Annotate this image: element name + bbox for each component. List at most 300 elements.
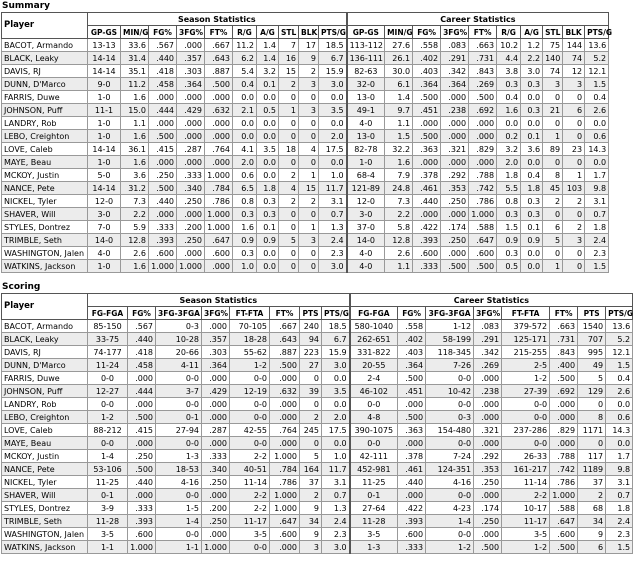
career-stat-cell: .403 — [398, 346, 426, 359]
player-name: LOVE, Caleb — [2, 424, 88, 437]
career-stat-cell: .786 — [469, 195, 497, 208]
table-row — [2, 437, 633, 450]
season-stat-cell: .250 — [202, 476, 230, 489]
table-row — [2, 372, 633, 385]
season-stat-cell: 14-14 — [88, 65, 121, 78]
season-stat-cell: 0 — [279, 221, 299, 234]
season-stat-cell: .000 — [202, 398, 230, 411]
season-stat-cell: .500 — [270, 359, 300, 372]
season-stat-cell: 18 — [279, 143, 299, 156]
career-stat-cell: 1.7 — [606, 450, 633, 463]
season-stat-cell: 1.000 — [177, 260, 205, 273]
career-stat-cell: 6.1 — [385, 78, 413, 91]
season-stat-cell: .000 — [177, 91, 205, 104]
career-stat-cell: .353 — [474, 463, 502, 476]
season-stat-cell: 4.1 — [233, 143, 257, 156]
table-row — [2, 182, 609, 195]
season-stat-cell: 0.7 — [319, 208, 347, 221]
season-stat-cell: 70-105 — [230, 320, 270, 333]
season-stat-cell: 17.5 — [319, 143, 347, 156]
career-stat-cell: 124-351 — [426, 463, 474, 476]
season-stat-cell: 12-19 — [230, 385, 270, 398]
season-stat-cell: 0.0 — [257, 117, 279, 130]
player-name: BACOT, Armando — [2, 39, 88, 52]
season-stat-cell: .458 — [128, 359, 156, 372]
career-stat-cell: .000 — [398, 437, 426, 450]
career-stat-cell: 0.3 — [521, 104, 543, 117]
career-stat-cell: .292 — [441, 169, 469, 182]
player-name: LOVE, Caleb — [2, 143, 88, 156]
career-stat-cell: 118-345 — [426, 346, 474, 359]
season-stat-cell: 4-11 — [156, 359, 202, 372]
season-stat-cell: 3.2 — [257, 65, 279, 78]
season-stat-cell: 3 — [299, 104, 319, 117]
career-stat-cell: .500 — [398, 372, 426, 385]
season-stat-cell: 2.2 — [121, 208, 149, 221]
season-stat-cell: .429 — [177, 104, 205, 117]
player-name: WASHINGTON, Jalen — [2, 247, 88, 260]
season-stat-cell: 9-0 — [88, 78, 121, 91]
season-stat-cell: 9 — [299, 52, 319, 65]
career-stat-cell: .663 — [469, 39, 497, 52]
career-stat-cell: .238 — [474, 385, 502, 398]
season-stat-cell: 0 — [300, 372, 322, 385]
season-stat-cell: .000 — [177, 156, 205, 169]
career-stat-cell: 2.4 — [606, 515, 633, 528]
career-stat-cell: 0.0 — [497, 117, 521, 130]
career-stat-cell: 3-5 — [502, 528, 550, 541]
career-stat-cell: 1.5 — [585, 78, 609, 91]
career-stat-cell: 0 — [563, 130, 585, 143]
player-name: DAVIS, RJ — [2, 65, 88, 78]
table-row — [2, 476, 633, 489]
season-stat-cell: .000 — [202, 489, 230, 502]
career-stat-cell: 1-4 — [426, 515, 474, 528]
career-stat-cell: .558 — [413, 39, 441, 52]
career-stat-cell: 0 — [563, 117, 585, 130]
season-stat-cell: .567 — [149, 39, 177, 52]
season-stat-cell: 20-66 — [156, 346, 202, 359]
season-stat-cell: 0.0 — [257, 169, 279, 182]
career-stat-cell: .500 — [469, 260, 497, 273]
career-stat-cell: .250 — [441, 195, 469, 208]
season-stat-cell: 1.000 — [149, 260, 177, 273]
table-row — [2, 450, 633, 463]
career-stat-cell: 0-0 — [426, 372, 474, 385]
career-stat-cell: 89 — [543, 143, 563, 156]
career-stat-cell: .402 — [413, 52, 441, 65]
career-stat-cell: 0-0 — [502, 398, 550, 411]
season-stat-cell: .418 — [149, 65, 177, 78]
season-stat-cell: 0.7 — [322, 489, 350, 502]
table-row — [2, 320, 633, 333]
season-stat-cell: 0 — [299, 260, 319, 273]
season-stat-cell: 0.0 — [322, 437, 350, 450]
career-stat-cell: 2.3 — [585, 247, 609, 260]
season-stat-cell: 0.3 — [257, 208, 279, 221]
career-stat-cell: .843 — [469, 65, 497, 78]
season-stat-cell: 0.0 — [319, 91, 347, 104]
scoring-season-col-header: 3FG-3FGA — [156, 307, 202, 320]
season-stat-cell: 1.8 — [257, 182, 279, 195]
career-stat-cell: 6 — [543, 221, 563, 234]
season-stat-cell: 39 — [300, 385, 322, 398]
season-stat-cell: 0-0 — [88, 372, 128, 385]
scoring-career-col-header: PTS — [578, 307, 606, 320]
career-stat-cell: 12.8 — [385, 234, 413, 247]
career-stat-cell: 26.1 — [385, 52, 413, 65]
season-stat-cell: .000 — [202, 528, 230, 541]
season-stat-cell: 0-0 — [88, 437, 128, 450]
season-stat-cell: .667 — [205, 39, 233, 52]
career-stat-cell: 13-0 — [347, 130, 385, 143]
season-stat-cell: 55-62 — [230, 346, 270, 359]
career-stat-cell: .353 — [441, 182, 469, 195]
career-stat-cell: 0 — [563, 91, 585, 104]
player-name: LEBO, Creighton — [2, 130, 88, 143]
career-stat-cell: 11-28 — [350, 515, 398, 528]
season-stat-cell: .393 — [149, 234, 177, 247]
career-stat-cell: 49-1 — [347, 104, 385, 117]
season-stat-cell: 1.0 — [319, 169, 347, 182]
career-stat-cell: 14.3 — [585, 143, 609, 156]
career-stat-cell: .692 — [550, 385, 578, 398]
season-stat-cell: 31.4 — [121, 52, 149, 65]
season-stat-cell: 1-5 — [156, 502, 202, 515]
career-stat-cell: .451 — [398, 385, 426, 398]
season-stat-cell: 0-0 — [230, 372, 270, 385]
season-stat-cell: .200 — [202, 502, 230, 515]
career-stat-cell: 331-822 — [350, 346, 398, 359]
career-stat-cell: 2 — [563, 195, 585, 208]
career-stat-cell: 0.1 — [521, 221, 543, 234]
career-stat-cell: 37-0 — [347, 221, 385, 234]
career-stat-cell: .363 — [398, 424, 426, 437]
summary-season-col-header: A/G — [257, 26, 279, 39]
table-row — [2, 78, 609, 91]
season-stat-cell: .000 — [270, 437, 300, 450]
season-stat-cell: 1 — [279, 104, 299, 117]
career-stat-cell: 0.5 — [497, 260, 521, 273]
season-stat-cell: 11-24 — [88, 359, 128, 372]
player-name: DUNN, D'Marco — [2, 359, 88, 372]
season-stat-cell: 1-2 — [88, 411, 128, 424]
player-name: DAVIS, RJ — [2, 346, 88, 359]
scoring-career-col-header: FT-FTA — [502, 307, 550, 320]
season-stat-cell: 33.6 — [121, 39, 149, 52]
season-stat-cell: 2.3 — [319, 247, 347, 260]
career-stat-cell: 2 — [578, 489, 606, 502]
career-stat-cell: 2-5 — [502, 359, 550, 372]
season-stat-cell: .333 — [202, 450, 230, 463]
season-stat-cell: 31.2 — [121, 182, 149, 195]
season-stat-cell: 4-16 — [156, 476, 202, 489]
career-stat-cell: .500 — [413, 130, 441, 143]
career-stat-cell: 136-111 — [347, 52, 385, 65]
season-stat-cell: .632 — [270, 385, 300, 398]
career-stat-cell: 0-1 — [350, 489, 398, 502]
career-stat-cell: 12.1 — [606, 346, 633, 359]
season-stat-cell: .632 — [205, 104, 233, 117]
player-name: NANCE, Pete — [2, 182, 88, 195]
career-stat-cell: .788 — [469, 169, 497, 182]
season-stat-cell: 10-28 — [156, 333, 202, 346]
career-stat-cell: .500 — [474, 541, 502, 554]
career-stat-cell: 3-0 — [347, 208, 385, 221]
summary-season-col-header: PTS/G — [319, 26, 347, 39]
season-stat-cell: 34 — [300, 515, 322, 528]
career-stat-cell: 9 — [578, 528, 606, 541]
season-stat-cell: .784 — [205, 182, 233, 195]
career-stat-cell: 707 — [578, 333, 606, 346]
season-stat-cell: 0-0 — [88, 398, 128, 411]
season-stat-cell: 5.9 — [121, 221, 149, 234]
season-stat-cell: 0.4 — [233, 78, 257, 91]
career-stat-cell: 0.0 — [606, 398, 633, 411]
season-stat-cell: .250 — [177, 234, 205, 247]
career-stat-cell: 1-2 — [426, 541, 474, 554]
career-stat-cell: .292 — [474, 450, 502, 463]
career-stat-cell: 0.3 — [497, 78, 521, 91]
season-stat-cell: 14-14 — [88, 143, 121, 156]
career-stat-cell: 1189 — [578, 463, 606, 476]
scoring-career-col-header: FG% — [398, 307, 426, 320]
table-row — [2, 359, 633, 372]
season-stat-cell: 1.0 — [322, 450, 350, 463]
player-name: WATKINS, Jackson — [2, 541, 88, 554]
summary-season-col-header: GP-GS — [88, 26, 121, 39]
career-stat-cell: 1.000 — [550, 489, 578, 502]
player-name: LEBO, Creighton — [2, 411, 88, 424]
season-stat-cell: .357 — [177, 52, 205, 65]
career-stat-cell: 42-111 — [350, 450, 398, 463]
career-stat-cell: 12.1 — [585, 65, 609, 78]
season-stat-cell: 1-0 — [88, 91, 121, 104]
season-stat-cell: 0.3 — [233, 247, 257, 260]
career-stat-cell: .000 — [441, 247, 469, 260]
career-stat-cell: 0-0 — [426, 489, 474, 502]
career-stat-cell: 75 — [543, 39, 563, 52]
season-stat-cell: .000 — [177, 39, 205, 52]
career-stat-cell: .647 — [550, 515, 578, 528]
career-stat-cell: 7.3 — [385, 195, 413, 208]
season-stat-cell: .600 — [149, 247, 177, 260]
season-stat-cell: 3.0 — [319, 78, 347, 91]
player-name: SHAVER, Will — [2, 208, 88, 221]
career-stat-cell: .269 — [469, 78, 497, 91]
season-stat-cell: 0.0 — [233, 130, 257, 143]
season-stat-cell: 1.6 — [121, 130, 149, 143]
season-stat-cell: 11-1 — [88, 104, 121, 117]
season-stat-cell: 1.0 — [233, 260, 257, 273]
career-stat-cell: 2.2 — [521, 52, 543, 65]
season-stat-cell: 0 — [279, 130, 299, 143]
career-stat-cell: .440 — [398, 476, 426, 489]
career-stat-cell: .000 — [550, 398, 578, 411]
career-stat-cell: 0.4 — [497, 91, 521, 104]
career-stat-cell: 0.0 — [521, 91, 543, 104]
player-name: MAYE, Beau — [2, 437, 88, 450]
season-stat-cell: 0 — [279, 247, 299, 260]
season-stat-cell: .500 — [149, 182, 177, 195]
career-stat-cell: 14.3 — [606, 424, 633, 437]
career-stat-cell: .600 — [550, 528, 578, 541]
career-stat-cell: 13-0 — [347, 91, 385, 104]
season-stat-cell: 18.5 — [322, 320, 350, 333]
season-stat-cell: 1 — [299, 169, 319, 182]
career-stat-cell: 215-255 — [502, 346, 550, 359]
season-stat-cell: 0.9 — [233, 234, 257, 247]
season-stat-cell: 6.7 — [319, 52, 347, 65]
player-name: MCKOY, Justin — [2, 169, 88, 182]
career-stat-cell: 14-0 — [347, 234, 385, 247]
season-stat-cell: 0.0 — [319, 117, 347, 130]
career-stat-cell: 237-286 — [502, 424, 550, 437]
season-stat-cell: .287 — [177, 143, 205, 156]
season-stat-cell: 12-0 — [88, 195, 121, 208]
season-stat-cell: 18-28 — [230, 333, 270, 346]
career-stat-cell: 24.8 — [385, 182, 413, 195]
career-stat-cell: .083 — [474, 320, 502, 333]
career-stat-cell: .000 — [469, 117, 497, 130]
career-stat-cell: 3.1 — [585, 195, 609, 208]
season-stat-cell: .000 — [205, 156, 233, 169]
career-stat-cell: .238 — [441, 104, 469, 117]
career-stat-cell: 5 — [578, 372, 606, 385]
season-stat-cell: .458 — [149, 78, 177, 91]
season-stat-cell: 11.7 — [322, 463, 350, 476]
career-stat-cell: .731 — [550, 333, 578, 346]
scoring-career-col-header: 3FG-3FGA — [426, 307, 474, 320]
table-row — [2, 502, 633, 515]
season-stat-cell: 3-5 — [230, 528, 270, 541]
career-stat-cell: .422 — [413, 221, 441, 234]
career-stat-cell: 0.3 — [497, 208, 521, 221]
career-stat-cell: 10.2 — [497, 39, 521, 52]
scoring-career-col-header: 3FG% — [474, 307, 502, 320]
season-stat-cell: 11-28 — [88, 515, 128, 528]
career-stat-cell: 26-33 — [502, 450, 550, 463]
season-stat-cell: 1.000 — [270, 502, 300, 515]
season-stat-cell: .000 — [205, 91, 233, 104]
season-stat-cell: .393 — [128, 515, 156, 528]
season-stat-cell: .250 — [202, 515, 230, 528]
season-stat-cell: .600 — [128, 528, 156, 541]
career-stat-cell: .000 — [474, 372, 502, 385]
season-stat-cell: 0.6 — [233, 169, 257, 182]
season-stat-cell: 5 — [300, 450, 322, 463]
career-stat-cell: 10-42 — [426, 385, 474, 398]
career-stat-cell: .692 — [469, 104, 497, 117]
career-stat-cell: .403 — [413, 65, 441, 78]
career-stat-cell: 1540 — [578, 320, 606, 333]
season-stat-cell: .000 — [177, 130, 205, 143]
season-stat-cell: .429 — [202, 385, 230, 398]
season-stat-cell: .000 — [177, 208, 205, 221]
season-stat-cell: .000 — [270, 411, 300, 424]
season-stat-cell: .600 — [205, 247, 233, 260]
season-stat-cell: 3.0 — [322, 359, 350, 372]
career-stat-cell: 11-14 — [502, 476, 550, 489]
season-stat-cell: 3-5 — [88, 528, 128, 541]
season-stat-cell: 2.1 — [233, 104, 257, 117]
career-stat-cell: 0-0 — [426, 398, 474, 411]
career-stat-cell: 161-217 — [502, 463, 550, 476]
career-stat-cell: 11-25 — [350, 476, 398, 489]
season-stat-cell: .000 — [128, 372, 156, 385]
career-stat-cell: 68 — [578, 502, 606, 515]
season-stat-cell: 0 — [299, 130, 319, 143]
player-name: NICKEL, Tyler — [2, 195, 88, 208]
career-stat-cell: 0-0 — [502, 437, 550, 450]
career-stat-cell: .393 — [398, 515, 426, 528]
career-stat-cell: .558 — [398, 320, 426, 333]
career-stat-cell: 0 — [543, 208, 563, 221]
career-stat-cell: 1.8 — [585, 221, 609, 234]
summary-player-header: Player — [2, 13, 88, 39]
table-row — [2, 424, 633, 437]
season-stat-cell: 0.5 — [257, 104, 279, 117]
career-stat-cell: 0-0 — [426, 437, 474, 450]
career-stat-cell: 0.0 — [521, 247, 543, 260]
career-stat-cell: .000 — [469, 156, 497, 169]
season-stat-cell: 1.6 — [121, 260, 149, 273]
table-row — [2, 156, 609, 169]
career-stat-cell: .393 — [413, 234, 441, 247]
career-stat-cell: .000 — [550, 411, 578, 424]
scoring-season-col-header: PTS/G — [322, 307, 350, 320]
summary-career-group-header: Career Statistics — [347, 13, 609, 26]
summary-season-col-header: STL — [279, 26, 299, 39]
career-stat-cell: 140 — [543, 52, 563, 65]
table-row — [2, 195, 609, 208]
season-stat-cell: 0 — [299, 156, 319, 169]
season-stat-cell: .764 — [270, 424, 300, 437]
season-stat-cell: .250 — [128, 450, 156, 463]
career-stat-cell: 103 — [563, 182, 585, 195]
summary-career-col-header: GP-GS — [347, 26, 385, 39]
career-stat-cell: .500 — [469, 91, 497, 104]
career-stat-cell: 5.8 — [385, 221, 413, 234]
season-stat-cell: .000 — [270, 372, 300, 385]
season-stat-cell: 0.1 — [257, 78, 279, 91]
career-stat-cell: 74 — [563, 52, 585, 65]
season-stat-cell: 53-106 — [88, 463, 128, 476]
career-stat-cell: 379-572 — [502, 320, 550, 333]
season-stat-cell: .250 — [177, 195, 205, 208]
season-stat-cell: 1-0 — [88, 117, 121, 130]
season-stat-cell: 1.000 — [128, 541, 156, 554]
season-stat-cell: 11.2 — [233, 39, 257, 52]
season-stat-cell: .643 — [270, 333, 300, 346]
career-stat-cell: 1.8 — [606, 502, 633, 515]
season-stat-cell: 3.0 — [319, 260, 347, 273]
career-stat-cell: 2.6 — [585, 104, 609, 117]
season-stat-cell: 35.1 — [121, 65, 149, 78]
career-stat-cell: 262-651 — [350, 333, 398, 346]
season-stat-cell: .000 — [177, 117, 205, 130]
summary-career-col-header: A/G — [521, 26, 543, 39]
season-stat-cell: 0 — [299, 91, 319, 104]
season-stat-cell: 9 — [300, 528, 322, 541]
season-stat-cell: 4 — [299, 143, 319, 156]
scoring-season-col-header: FG% — [128, 307, 156, 320]
season-stat-cell: .000 — [177, 247, 205, 260]
season-stat-cell: 1-3 — [156, 450, 202, 463]
career-stat-cell: 5.5 — [497, 182, 521, 195]
career-stat-cell: .363 — [413, 143, 441, 156]
career-stat-cell: 0 — [563, 156, 585, 169]
